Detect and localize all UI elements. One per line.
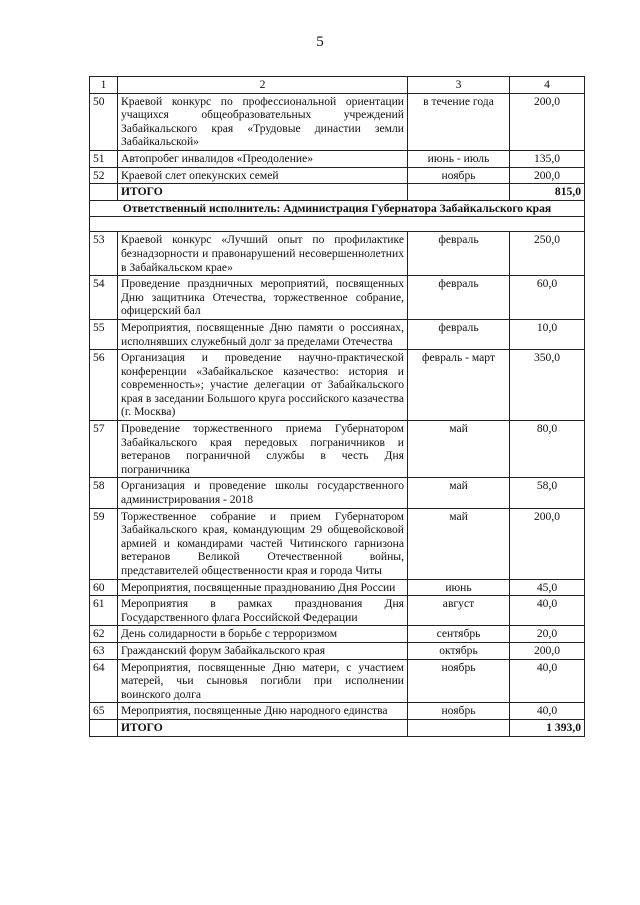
event-name: Организация и проведение школы государственного администрирования - 2018 (118, 478, 408, 508)
row-number: 58 (90, 478, 118, 508)
total-value: 815,0 (510, 184, 585, 201)
table-row (90, 596, 585, 626)
event-name: Автопробег инвалидов «Преодоление» (118, 150, 408, 167)
event-period: в течение года (408, 93, 510, 150)
table-row (90, 626, 585, 643)
row-number: 52 (90, 167, 118, 184)
event-name: Организация и проведение научно-практической конференции «Забайкальское казачество: история и современность»; участие делегации от Забайкальского края в заседании Большого круга российского казачества (г. Москва) (118, 350, 408, 421)
table-row (90, 232, 585, 276)
total-empty-cell (408, 184, 510, 201)
event-amount: 200,0 (510, 508, 585, 579)
section-header-row (90, 200, 585, 217)
event-name: Краевой конкурс «Лучший опыт по профилактике безнадзорности и правонарушений несовершеннолетних в Забайкальском крае» (118, 232, 408, 276)
table-row (90, 703, 585, 720)
event-name: Проведение праздничных мероприятий, посвященных Дню защитника Отечества, торжественное собрание, офицерский бал (118, 276, 408, 320)
event-period: май (408, 421, 510, 478)
table-row (90, 508, 585, 579)
event-name: Мероприятия, посвященные Дню народного единства (118, 703, 408, 720)
column-number-4: 4 (510, 77, 585, 94)
row-number: 56 (90, 350, 118, 421)
table-row (90, 478, 585, 508)
event-amount: 350,0 (510, 350, 585, 421)
event-amount: 250,0 (510, 232, 585, 276)
row-number: 62 (90, 626, 118, 643)
row-number: 55 (90, 319, 118, 349)
row-number: 64 (90, 659, 118, 703)
column-number-row (90, 77, 585, 94)
event-amount: 40,0 (510, 659, 585, 703)
event-name: День солидарности в борьбе с терроризмом (118, 626, 408, 643)
row-number: 65 (90, 703, 118, 720)
total-empty-cell (90, 184, 118, 201)
total-row (90, 719, 585, 736)
table-row (90, 167, 585, 184)
table-row (90, 276, 585, 320)
event-amount: 45,0 (510, 579, 585, 596)
event-period: февраль (408, 319, 510, 349)
event-amount: 20,0 (510, 626, 585, 643)
event-amount: 135,0 (510, 150, 585, 167)
event-name: Мероприятия, посвященные Дню матери, с участием матерей, чьи сыновья погибли при исполнении воинского долга (118, 659, 408, 703)
row-number: 61 (90, 596, 118, 626)
event-period: август (408, 596, 510, 626)
events-table (89, 76, 585, 737)
total-label: ИТОГО (118, 719, 408, 736)
event-name: Краевой слет опекунских семей (118, 167, 408, 184)
event-amount: 58,0 (510, 478, 585, 508)
event-period: сентябрь (408, 626, 510, 643)
event-amount: 40,0 (510, 703, 585, 720)
column-number-1: 1 (90, 77, 118, 94)
event-name: Мероприятия, посвященные Дню памяти о россиянах, исполнявших служебный долг за пределами Отечества (118, 319, 408, 349)
row-number: 51 (90, 150, 118, 167)
row-number: 60 (90, 579, 118, 596)
event-name: Проведение торжественного приема Губернатором Забайкальского края передовых пограничников и ветеранов пограничной службы в честь Дня пограничника (118, 421, 408, 478)
event-period: май (408, 508, 510, 579)
event-amount: 80,0 (510, 421, 585, 478)
table-row (90, 350, 585, 421)
page-number: 5 (316, 34, 324, 50)
spacer-cell (90, 217, 585, 232)
section-title: Ответственный исполнитель: Администрация Губернатора Забайкальского края (90, 200, 585, 217)
event-period: май (408, 478, 510, 508)
table-row (90, 659, 585, 703)
total-empty-cell (408, 719, 510, 736)
table-row (90, 421, 585, 478)
row-number: 54 (90, 276, 118, 320)
event-period: октябрь (408, 642, 510, 659)
event-name: Мероприятия, посвященные празднованию Дня России (118, 579, 408, 596)
event-period: ноябрь (408, 167, 510, 184)
event-period: ноябрь (408, 703, 510, 720)
total-empty-cell (90, 719, 118, 736)
row-number: 50 (90, 93, 118, 150)
table-row (90, 642, 585, 659)
event-name: Краевой конкурс по профессиональной ориентации учащихся общеобразовательных учреждений Забайкальского края «Трудовые династии земли Забайкальской» (118, 93, 408, 150)
row-number: 59 (90, 508, 118, 579)
event-amount: 200,0 (510, 642, 585, 659)
table-row (90, 319, 585, 349)
spacer-row (90, 217, 585, 232)
event-amount: 200,0 (510, 93, 585, 150)
event-name: Торжественное собрание и прием Губернатором Забайкальского края, командующим 29 общевойсковой армией и командирами частей Читинского гарнизона ветеранов Великой Отечественной войны, представителей общественности края и города Читы (118, 508, 408, 579)
event-name: Гражданский форум Забайкальского края (118, 642, 408, 659)
event-period: февраль (408, 232, 510, 276)
event-name: Мероприятия в рамках празднования Дня Государственного флага Российской Федерации (118, 596, 408, 626)
row-number: 57 (90, 421, 118, 478)
event-period: февраль (408, 276, 510, 320)
column-number-3: 3 (408, 77, 510, 94)
total-row (90, 184, 585, 201)
table-row (90, 93, 585, 150)
event-period: июнь - июль (408, 150, 510, 167)
row-number: 63 (90, 642, 118, 659)
event-period: февраль - март (408, 350, 510, 421)
row-number: 53 (90, 232, 118, 276)
event-period: июнь (408, 579, 510, 596)
total-value: 1 393,0 (510, 719, 585, 736)
total-label: ИТОГО (118, 184, 408, 201)
column-number-2: 2 (118, 77, 408, 94)
event-amount: 10,0 (510, 319, 585, 349)
event-period: ноябрь (408, 659, 510, 703)
table-row (90, 579, 585, 596)
event-amount: 200,0 (510, 167, 585, 184)
table-row (90, 150, 585, 167)
event-amount: 40,0 (510, 596, 585, 626)
event-amount: 60,0 (510, 276, 585, 320)
